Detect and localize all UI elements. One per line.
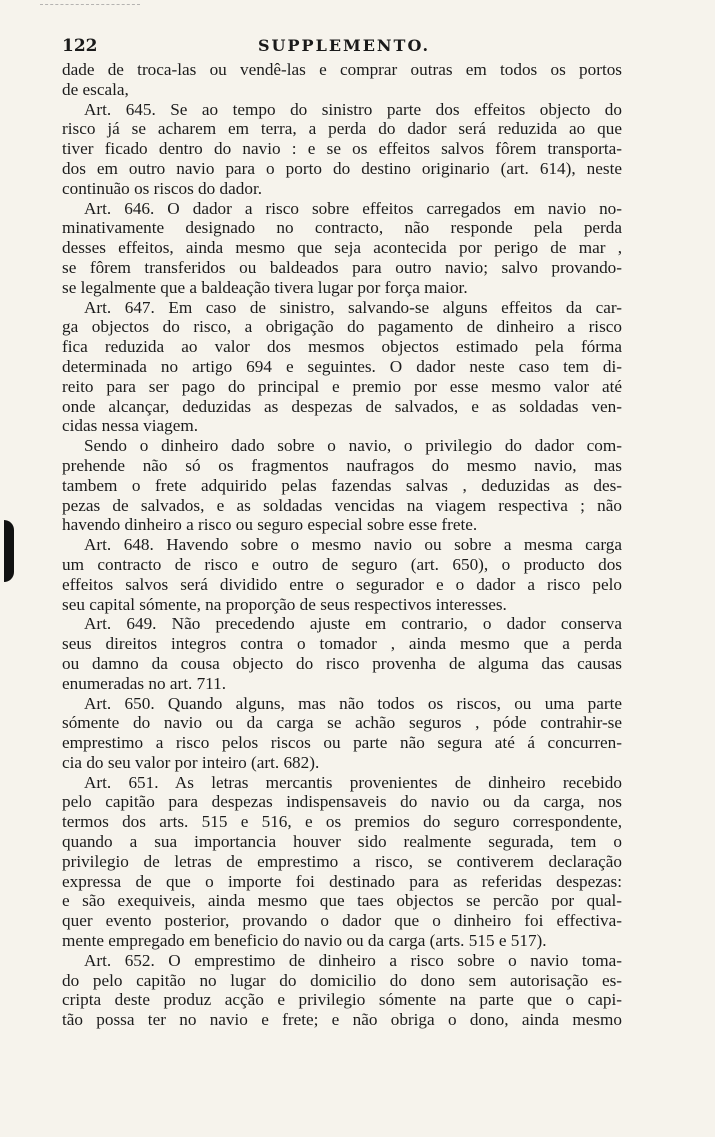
page-number: 122 [62, 36, 98, 56]
text-line: sómente do navio ou da carga se achão seguros , póde contrahir-se [62, 713, 622, 733]
text-line: cripta deste produz acção e privilegio sómente na parte que o capi- [62, 990, 622, 1010]
text-line: expressa de que o importe foi destinado para as referidas despezas: [62, 871, 622, 891]
text-line: Art. 652. O emprestimo de dinheiro a risco sobre o navio toma- [84, 950, 622, 970]
text-line: tão possa ter no navio e frete; e não obriga o dono, ainda mesmo [62, 1010, 622, 1030]
text-line: determinada no artigo 694 e seguintes. O dador neste caso tem di- [62, 356, 622, 376]
text-line: tambem o frete adquirido pelas fazendas salvas , deduzidas as des- [62, 475, 622, 495]
text-line: desses effeitos, ainda mesmo que seja acontecida por perigo de mar , [62, 238, 622, 258]
text-line: ga objectos do risco, a obrigação do pagamento de dinheiro a risco [62, 317, 622, 337]
text-line: Sendo o dinheiro dado sobre o navio, o privilegio do dador com- [84, 436, 622, 456]
text-line: Art. 647. Em caso de sinistro, salvando-se alguns effeitos da car- [84, 297, 622, 317]
text-line: cia do seu valor por inteiro (art. 682). [62, 752, 320, 772]
text-line: seus direitos integros contra o tomador , ainda mesmo que a perda [62, 634, 622, 654]
text-line: effeitos salvos será dividido entre o segurador e o dador a risco pelo [62, 574, 622, 594]
text-line: quando a sua importancia houver sido realmente segurada, tem o [62, 832, 622, 852]
text-line: Art. 648. Havendo sobre o mesmo navio ou sobre a mesma carga [84, 535, 622, 555]
text-line: um contracto de risco e outro de seguro (art. 650), o producto dos [62, 554, 622, 574]
text-line: fica reduzida ao valor dos mesmos objectos estimado pela fórma [62, 337, 622, 357]
text-line: se fôrem transferidos ou baldeados para outro navio; salvo provando- [62, 257, 622, 277]
text-line: tiver ficado dentro do navio : e se os effeitos salvos fôrem transporta- [62, 139, 622, 159]
text-line: cidas nessa viagem. [62, 416, 199, 436]
text-line: e são exequiveis, ainda mesmo que taes objectos se percão por qual- [62, 891, 622, 911]
text-line: Art. 649. Não precedendo ajuste em contrario, o dador conserva [84, 614, 622, 634]
text-line: reito para ser pago do principal e premio por esse mesmo valor até [62, 376, 622, 396]
body-text [62, 60, 622, 1030]
text-line: Art. 646. O dador a risco sobre effeitos carregados em navio no- [84, 198, 622, 218]
text-line: pelo capitão para despezas indispensaveis do navio ou da carga, nos [62, 792, 622, 812]
text-line: quer evento posterior, provando o dador que o dinheiro foi effectiva- [62, 911, 622, 931]
text-line: continuão os riscos do dador. [62, 178, 263, 198]
text-line: de escala, [62, 79, 129, 99]
text-line: prehende não só os fragmentos naufragos do mesmo navio, mas [62, 455, 622, 475]
binding-mark [4, 520, 14, 582]
text-line: emprestimo a risco pelos riscos ou parte não segura até á concurren- [62, 733, 622, 753]
text-line: dade de troca-las ou vendê-las e comprar outras em todos os portos [62, 60, 622, 79]
text-line: se legalmente que a baldeação tivera lugar por força maior. [62, 277, 468, 297]
print-smudge [40, 4, 140, 8]
running-head: SUPPLEMENTO. [258, 36, 431, 55]
text-line: pezas de salvados, e as soldadas vencidas na viagem respectiva ; não [62, 495, 622, 515]
text-line: dos em outro navio para o porto do destino originario (art. 614), neste [62, 158, 622, 178]
text-line: havendo dinheiro a risco ou seguro especial sobre esse frete. [62, 515, 478, 535]
page-header [62, 36, 622, 58]
text-line: Art. 650. Quando alguns, mas não todos os riscos, ou uma parte [84, 693, 622, 713]
text-line: seu capital sómente, na proporção de seus respectivos interesses. [62, 594, 507, 614]
text-line: ou damno da cousa objecto do risco provenha de alguma das causas [62, 653, 622, 673]
text-line: Art. 651. As letras mercantis provenientes de dinheiro recebido [84, 772, 622, 792]
text-line: termos dos arts. 515 e 516, e os premios do seguro correspondente, [62, 812, 622, 832]
text-line: risco já se acharem em terra, a perda do dador será reduzida ao que [62, 119, 622, 139]
text-line: Art. 645. Se ao tempo do sinistro parte dos effeitos objecto do [84, 99, 622, 119]
text-line: minativamente designado no contracto, não responde pela perda [62, 218, 622, 238]
text-line: do pelo capitão no lugar do domicilio do dono sem autorisação es- [62, 970, 622, 990]
text-line: privilegio de letras de emprestimo a risco, se contiverem declaração [62, 851, 622, 871]
text-line: enumeradas no art. 711. [62, 673, 227, 693]
text-line: onde alcançar, deduzidas as despezas de salvados, e as soldadas ven- [62, 396, 622, 416]
text-line: mente empregado em beneficio do navio ou da carga (arts. 515 e 517). [62, 931, 547, 951]
